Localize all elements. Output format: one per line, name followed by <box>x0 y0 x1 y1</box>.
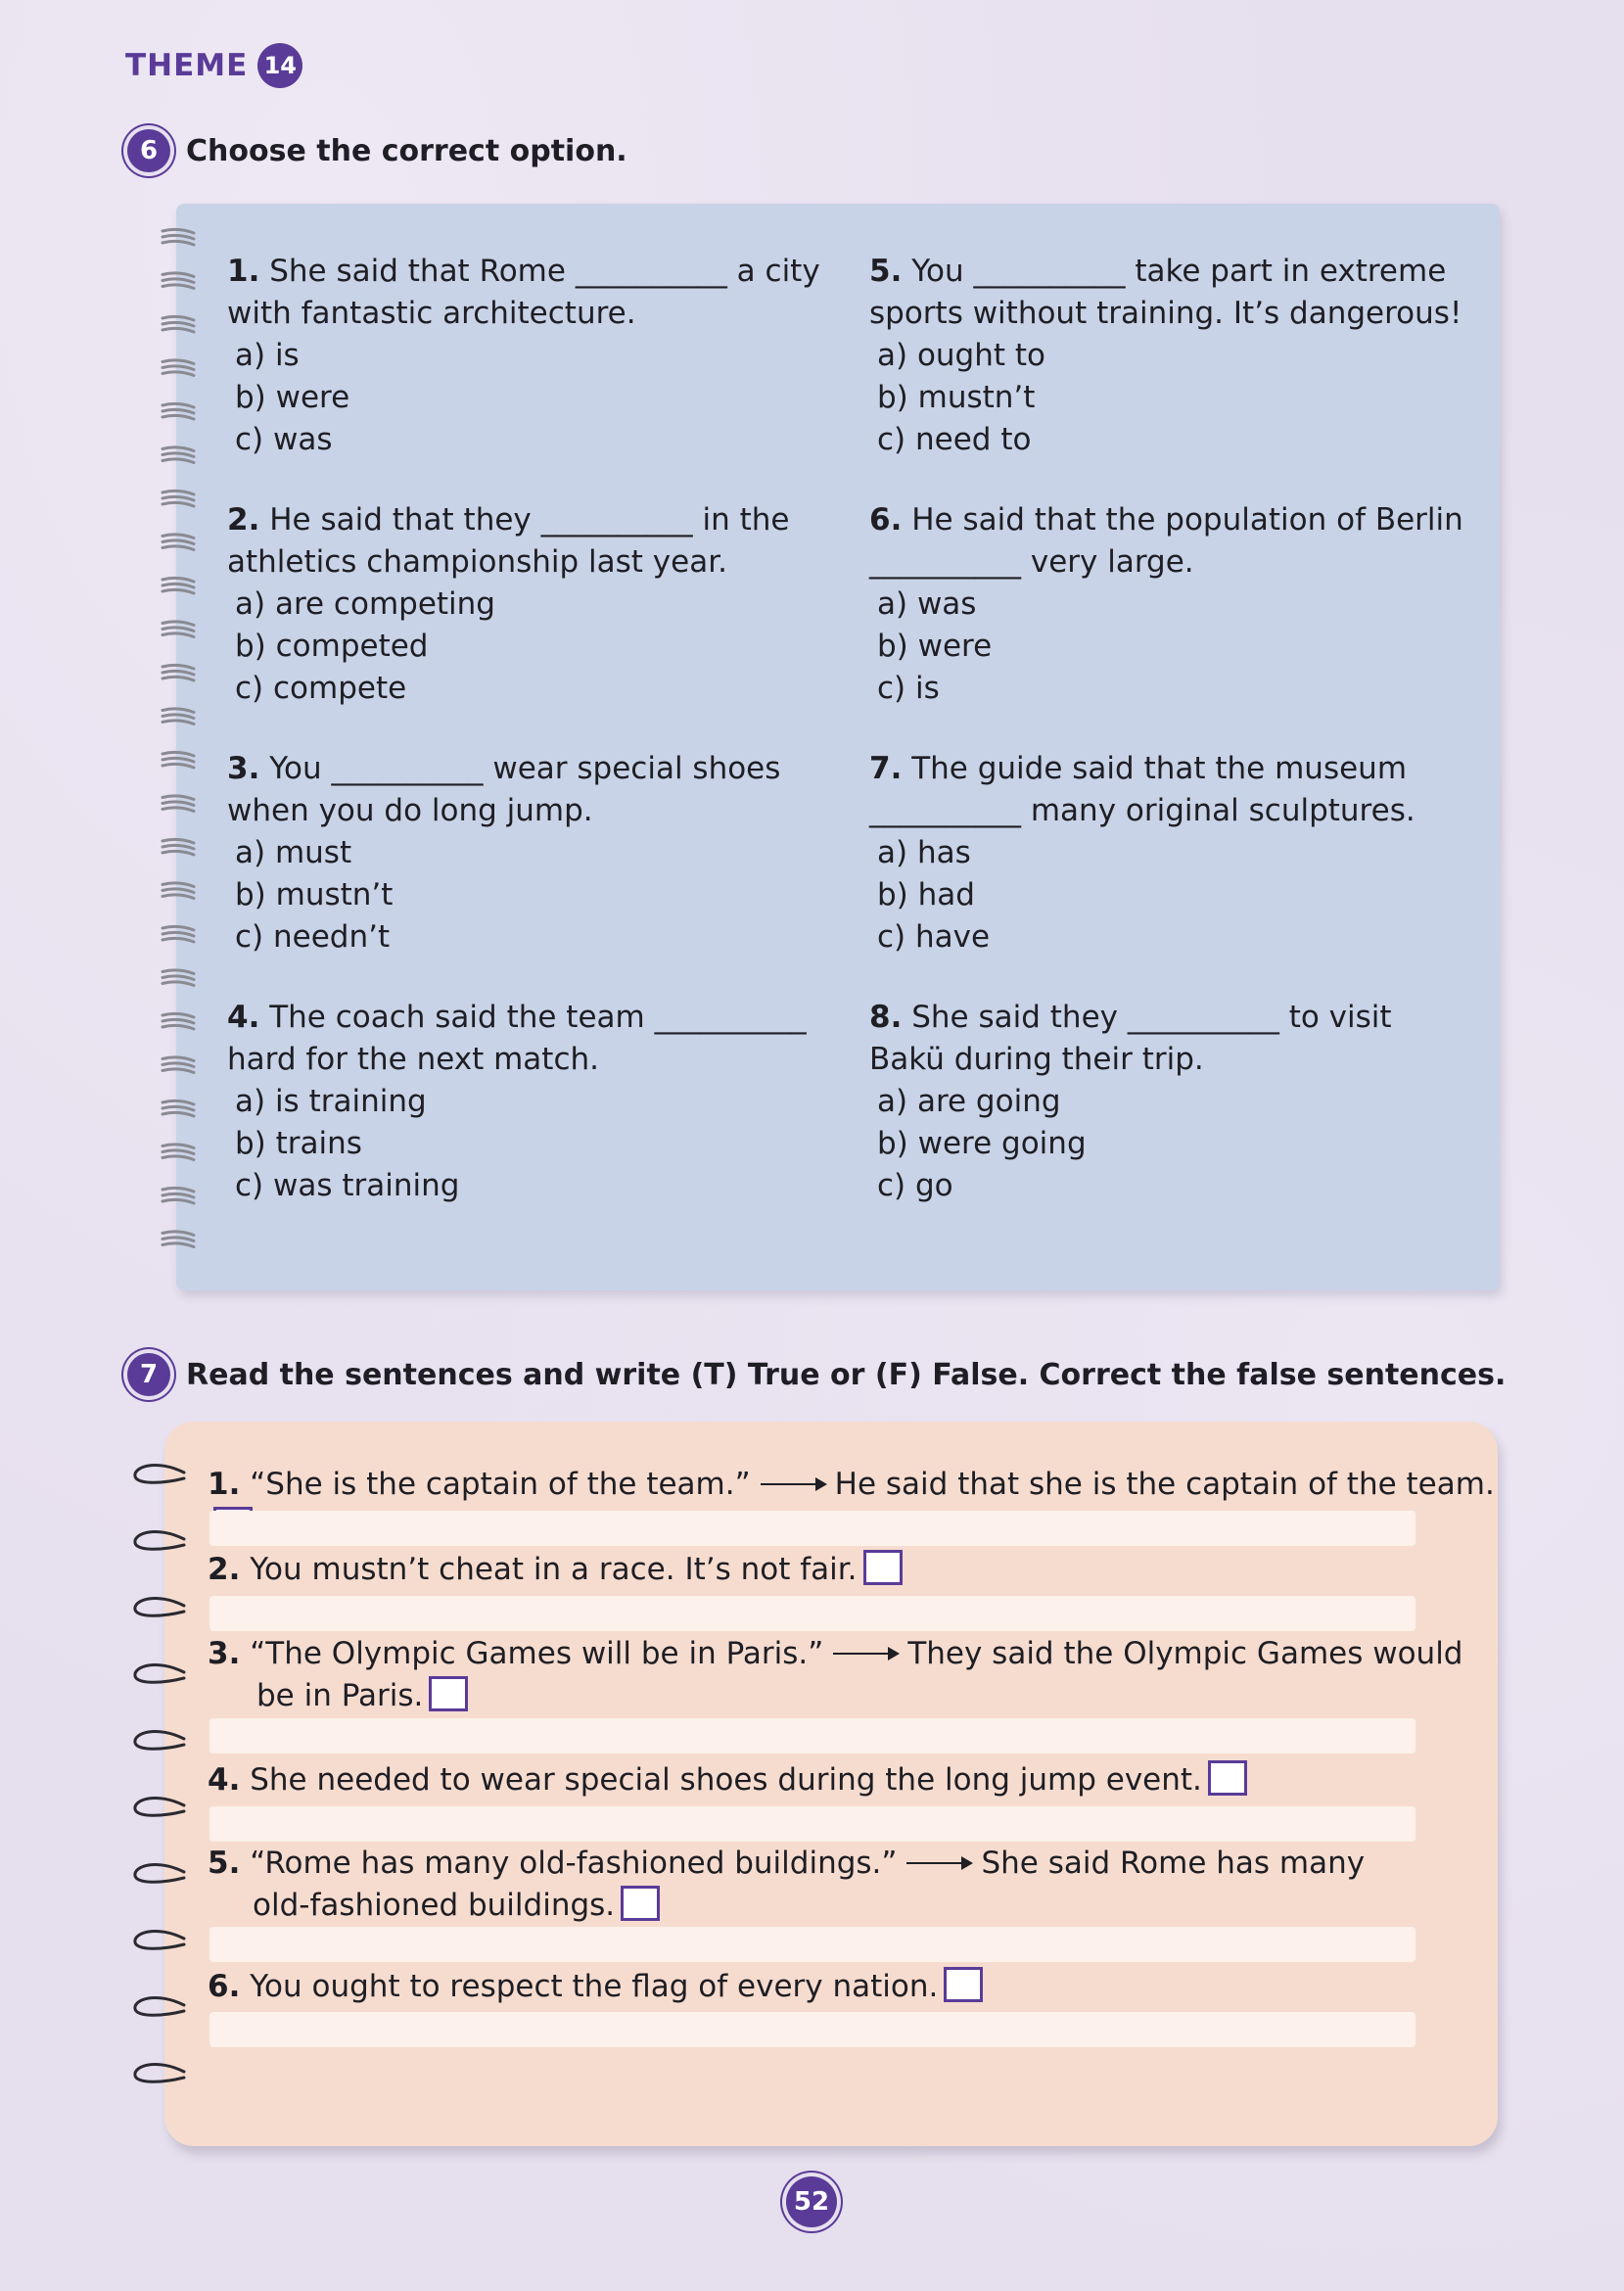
arrow-right-icon <box>761 1483 825 1485</box>
correction-line[interactable] <box>209 1511 1415 1546</box>
statement-5: 5. “Rome has many old-fashioned buildings.” She said Rome has many old-fashioned buildings. <box>208 1846 1366 1923</box>
spiral-coil <box>162 752 194 768</box>
exercise-6-number-badge: 6 <box>127 129 170 172</box>
spiral-coil <box>162 535 194 550</box>
option-a[interactable]: a) ought to <box>877 338 1046 373</box>
exercise-6-right-column <box>869 251 1486 1245</box>
binding-ring <box>135 1598 184 1615</box>
question-2: 2. He said that they __________ in the athletics championship last year. a) are competing b) competed c) compete <box>227 499 844 710</box>
spiral-coil <box>162 622 194 637</box>
option-b[interactable]: b) were <box>877 629 993 664</box>
answer-blank[interactable]: __________ <box>540 502 693 538</box>
spiral-coil <box>162 926 194 942</box>
option-a[interactable]: a) are going <box>877 1084 1061 1119</box>
option-b[interactable]: b) were <box>235 380 350 415</box>
spiral-coil <box>162 1057 194 1073</box>
theme-label: THEME <box>125 48 249 83</box>
option-c[interactable]: c) is <box>877 671 940 706</box>
answer-blank[interactable]: __________ <box>1127 1000 1279 1035</box>
answer-blank[interactable]: __________ <box>973 254 1126 289</box>
statement-4: 4. She needed to wear special shoes during the long jump event. <box>208 1759 1500 1801</box>
exercise-7-number-badge: 7 <box>127 1353 170 1396</box>
spiral-coil <box>162 1232 194 1247</box>
arrow-right-icon <box>833 1653 898 1655</box>
true-false-checkbox[interactable] <box>621 1886 660 1921</box>
binding-ring <box>135 1864 184 1882</box>
theme-number-badge: 14 <box>257 43 302 88</box>
exercise-7-heading <box>127 1353 1506 1396</box>
statement-2: 2. You mustn’t cheat in a race. It’s not fair. <box>208 1549 1500 1591</box>
answer-blank[interactable]: __________ <box>331 751 484 786</box>
statement-6: 6. You ought to respect the flag of every nation. <box>208 1966 1500 2008</box>
theme-header <box>125 43 302 88</box>
correction-line[interactable] <box>209 2012 1415 2047</box>
correction-line[interactable] <box>209 1596 1415 1631</box>
true-false-checkbox[interactable] <box>1208 1760 1247 1796</box>
spiral-coil <box>162 447 194 463</box>
option-c[interactable]: c) go <box>877 1168 953 1203</box>
binding-ring <box>135 1465 184 1482</box>
option-c[interactable]: c) was training <box>235 1168 460 1203</box>
true-false-checkbox[interactable] <box>863 1550 903 1585</box>
exercise-7-title: Read the sentences and write (T) True or (F) False. Correct the false sentences. <box>186 1357 1507 1392</box>
spiral-coil <box>162 1013 194 1029</box>
option-a[interactable]: a) is <box>235 338 300 373</box>
question-1: 1. She said that Rome __________ a city with fantastic architecture. a) is b) were c) was <box>227 251 844 461</box>
correction-line[interactable] <box>209 1806 1415 1842</box>
question-6: 6. He said that the population of Berlin __________ very large. a) was b) were c) is <box>869 499 1486 710</box>
spiral-coil <box>162 491 194 506</box>
spiral-coil <box>162 796 194 812</box>
option-c[interactable]: c) was <box>235 422 333 457</box>
option-b[interactable]: b) mustn’t <box>235 877 394 912</box>
binding-ring <box>135 1931 184 1948</box>
option-c[interactable]: c) have <box>877 919 991 955</box>
binding-ring <box>135 1731 184 1749</box>
spiral-coil <box>162 1188 194 1203</box>
exercise-6-left-column <box>227 251 844 1245</box>
statement-3: 3. “The Olympic Games will be in Paris.” They said the Olympic Games would be in Paris. <box>208 1636 1463 1713</box>
answer-blank-line[interactable]: __________ many original sculptures. <box>869 793 1415 828</box>
binding-ring <box>135 1664 184 1682</box>
option-c[interactable]: c) need to <box>877 422 1032 457</box>
binding-ring <box>135 1531 184 1549</box>
correction-line[interactable] <box>209 1718 1415 1753</box>
spiral-coil <box>162 360 194 376</box>
spiral-coil <box>162 578 194 593</box>
answer-blank[interactable]: __________ <box>575 254 727 289</box>
option-a[interactable]: a) was <box>877 586 977 622</box>
question-8: 8. She said they __________ to visit Bakü during their trip. a) are going b) were going c) go <box>869 997 1486 1207</box>
option-a[interactable]: a) has <box>877 835 971 870</box>
question-3: 3. You __________ wear special shoes when you do long jump. a) must b) mustn’t c) needn’t <box>227 748 844 958</box>
spiral-coil <box>162 403 194 419</box>
binding-ring <box>135 1997 184 2015</box>
option-b[interactable]: b) trains <box>235 1126 362 1161</box>
option-c[interactable]: c) needn’t <box>235 919 391 955</box>
spiral-coil <box>162 709 194 725</box>
question-5: 5. You __________ take part in extreme sports without training. It’s dangerous! a) ought to b) mustn’t c) need to <box>869 251 1486 461</box>
spiral-coil <box>162 1100 194 1116</box>
binding-ring <box>135 2064 184 2081</box>
exercise-6-title: Choose the correct option. <box>186 133 627 168</box>
spiral-coil <box>162 970 194 986</box>
spiral-coil <box>162 839 194 855</box>
answer-blank[interactable]: __________ <box>654 1000 807 1035</box>
question-4: 4. The coach said the team __________ hard for the next match. a) is training b) trains c) was training <box>227 997 844 1207</box>
statement-1: 1. “She is the captain of the team.” He said that she is the captain of the team. <box>208 1464 1500 1548</box>
spiral-coil <box>162 1145 194 1160</box>
correction-line[interactable] <box>209 1927 1415 1962</box>
notebook-spiral-binding-icon <box>159 223 217 1281</box>
answer-blank-line[interactable]: __________ very large. <box>869 544 1194 580</box>
option-c[interactable]: c) compete <box>235 671 407 706</box>
arrow-right-icon <box>906 1862 971 1864</box>
spiral-coil <box>162 665 194 680</box>
notebook-ring-binding-icon <box>127 1459 196 2095</box>
option-b[interactable]: b) had <box>877 877 975 912</box>
option-b[interactable]: b) competed <box>235 629 429 664</box>
option-b[interactable]: b) were going <box>877 1126 1087 1161</box>
page-number: 52 <box>786 2176 837 2227</box>
option-a[interactable]: a) are competing <box>235 586 495 622</box>
option-b[interactable]: b) mustn’t <box>877 380 1036 415</box>
question-7: 7. The guide said that the museum __________ many original sculptures. a) has b) had c) have <box>869 748 1486 958</box>
true-false-checkbox[interactable] <box>944 1967 983 2002</box>
true-false-checkbox[interactable] <box>429 1676 468 1711</box>
option-a[interactable]: a) is training <box>235 1084 427 1119</box>
spiral-coil <box>162 316 194 332</box>
exercise-6-heading <box>127 129 627 172</box>
binding-ring <box>135 1798 184 1815</box>
spiral-coil <box>162 883 194 899</box>
spiral-coil <box>162 229 194 245</box>
spiral-coil <box>162 273 194 289</box>
option-a[interactable]: a) must <box>235 835 352 870</box>
